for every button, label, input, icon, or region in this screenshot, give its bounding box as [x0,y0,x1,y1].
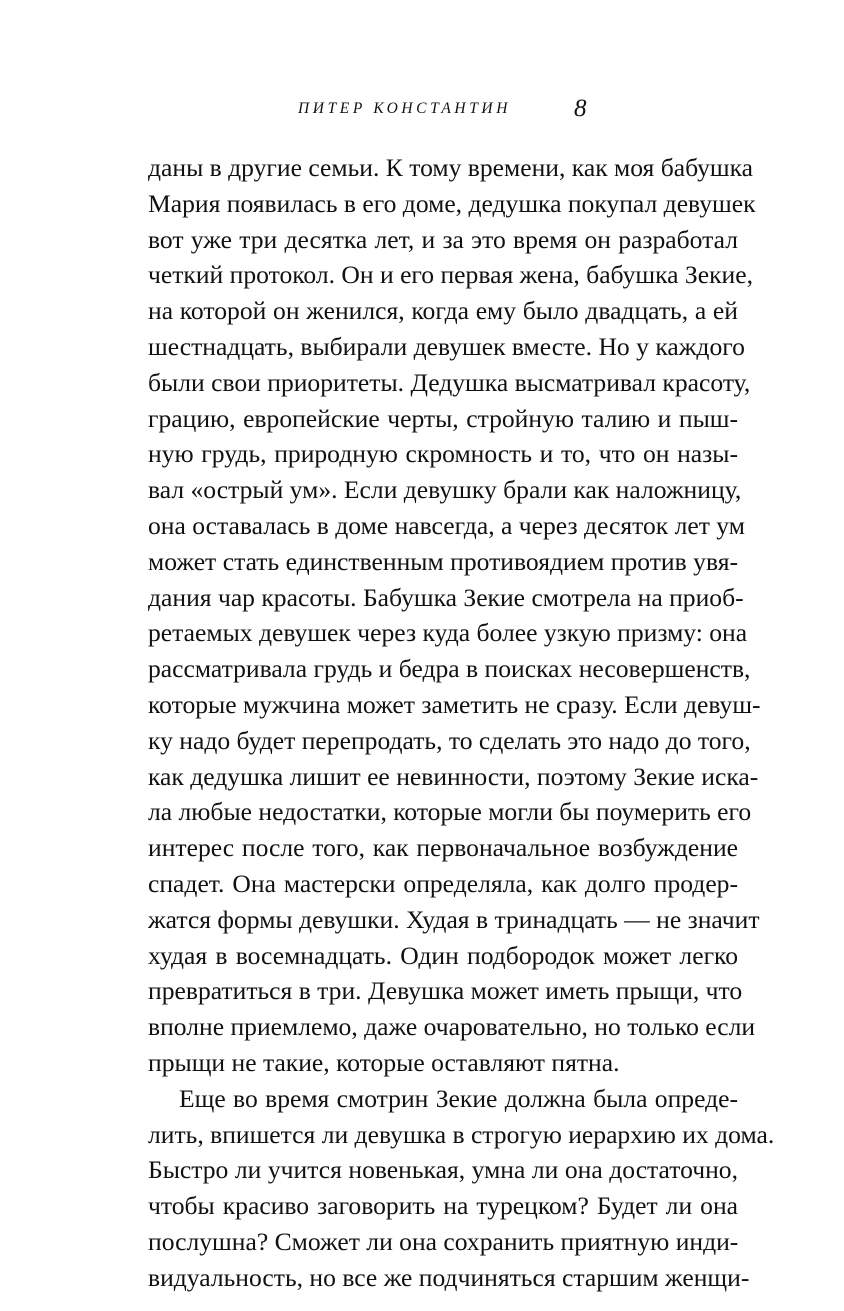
text-line: она оставалась в доме навсегда, а через десяток лет ум [148,510,745,540]
text-line: послушна? Сможет ли она сохранить приятную инди- [148,1226,739,1256]
paragraph-1 [148,150,761,1081]
author-name: ПИТЕР КОНСТАНТИН [298,100,512,117]
text-line: интерес после того, как первоначальное возбуждение [148,833,738,863]
text-line: худая в восемнадцать. Один подбородок может легко [148,940,738,970]
text-line: видуальность, но все же подчиняться старшим женщи- [148,1262,750,1292]
text-line: Мария появилась в его доме, дедушка покупал девушек [148,188,756,218]
text-line: вполне приемлемо, даже очаровательно, но только если [148,1012,756,1042]
text-line: ную грудь, природную скромность и то, что он назы- [148,439,738,469]
text-line: вал «острый ум». Если девушку брали как наложницу, [148,475,742,505]
text-line: вот уже три десятка лет, и за это время он разработал [148,224,738,254]
text-line: дания чар красоты. Бабушка Зекие смотрела на приоб- [148,582,744,612]
text-line: рассматривала грудь и бедра в поисках несовершенств, [148,654,751,684]
text-line: шестнадцать, выбирали девушек вместе. Но у каждого [148,331,745,361]
text-line: грацию, европейские черты, стройную талию и пыш- [148,403,738,433]
text-line: ла любые недостатки, которые могли бы поумерить его [148,797,752,827]
page-number: 8 [574,95,587,122]
text-line: даны в другие семьи. К тому времени, как моя бабушка [148,153,754,182]
text-line: чтобы красиво заговорить на турецком? Будет ли она [148,1191,738,1221]
running-head [0,96,844,126]
text-line: ку надо будет перепродать, то сделать это надо до того, [148,725,751,755]
text-line: ретаемых девушек через куда более узкую призму: она [148,618,748,648]
text-line: на которой он женился, когда ему было двадцать, а ей [148,296,738,326]
text-line: спадет. Она мастерски определяла, как долго продер- [148,868,738,898]
text-line: как дедушка лишит ее невинности, поэтому Зекие иска- [148,761,759,791]
text-line: которые мужчина может заметить не сразу. Если девуш- [148,689,761,719]
text-line: прыщи не такие, которые оставляют пятна. [148,1047,620,1077]
text-line: может стать единственным противоядием против увя- [148,546,738,576]
text-line: четкий протокол. Он и его первая жена, бабушка Зекие, [148,260,753,290]
body-text [148,150,775,1296]
text-line: жатся формы девушки. Худая в тринадцать — не значит [148,904,760,934]
paragraph-2 [148,1081,775,1296]
text-line: лить, впишется ли девушка в строгую иерархию их дома. [148,1119,775,1149]
text-line: были свои приоритеты. Дедушка высматривал красоту, [148,367,751,397]
text-line: Быстро ли учится новенькая, умна ли она достаточно, [148,1155,738,1185]
text-line: превратиться в три. Девушка может иметь прыщи, что [148,976,743,1006]
text-line: Еще во время смотрин Зекие должна была опреде- [179,1083,738,1113]
